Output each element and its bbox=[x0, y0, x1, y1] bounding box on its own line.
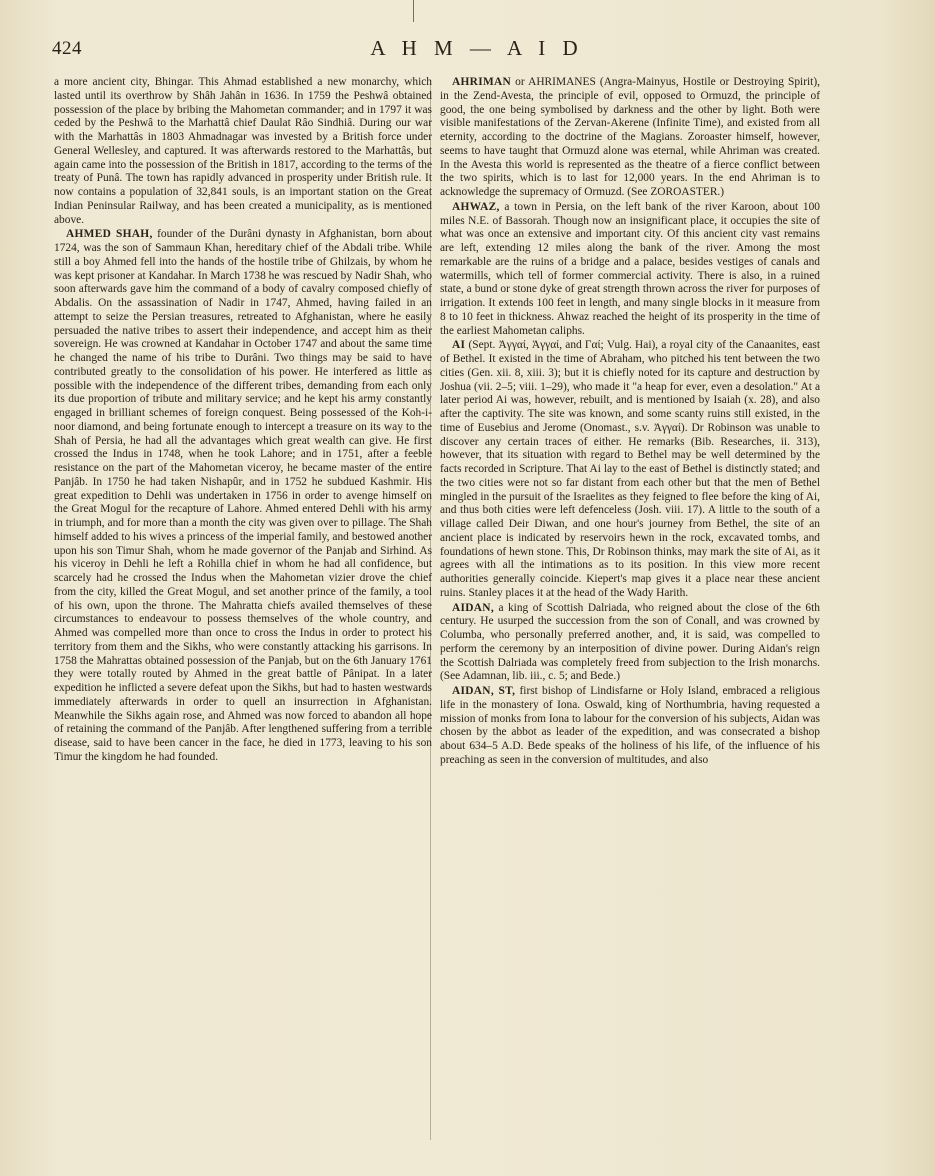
paragraph-text: a town in Persia, on the left bank of the river Karoon, about 100 miles N.E. of Bassorah. Though now an insignificant place, it occupies the site of what was once an extensive and important city. Of this ancient city vast remains are left, extending 12 miles along the bank of the river. Among the most remarkable are the ruins of a bridge and a palace, besides vestiges of canals and watermills, which tell of former commercial activity. There is also, in a ruined state, a bund or stone dyke of great strength thrown across the river for purposes of irrigation. It extends 100 feet in length, and many single blocks in it measure from 8 to 10 feet in thickness. Ahwaz reached the height of its prosperity in the time of the earliest Mahometan caliphs. bbox=[440, 200, 820, 337]
paragraph bbox=[440, 602, 820, 685]
left-column bbox=[54, 76, 432, 765]
right-column bbox=[440, 76, 820, 768]
paragraph bbox=[440, 76, 820, 200]
running-head: A H M — A I D bbox=[370, 36, 584, 60]
paragraph bbox=[440, 201, 820, 339]
headword: AIDAN, bbox=[452, 601, 494, 614]
headword: AIDAN, ST, bbox=[452, 685, 516, 697]
headword: AHRIMAN bbox=[452, 76, 512, 88]
paragraph bbox=[54, 76, 432, 227]
paragraph bbox=[440, 339, 820, 600]
page-header bbox=[52, 36, 902, 66]
paragraph-text: first bishop of Lindisfarne or Holy Island, embraced a religious life in the monastery of Iona. Oswald, king of Northumbria, having requested a mission of monks from Iona to labour for the conversion of his subjects, Aidan was chosen by the abbot as leader of the expedition, and was consecrated a bishop about 634–5 A.D. Bede speaks of the holiness of his life, of the influence of his preaching as seen in the conversion of multitudes, and also bbox=[440, 685, 820, 766]
page-number: 424 bbox=[52, 38, 82, 59]
paragraph-text: (Sept. Ἀγγαί, Ἀγγαί, and Γαί; Vulg. Hai), a royal city of the Canaanites, east of Bethel. It existed in the time of Abraham, who pitched his tent between the two cities (Gen. xii. 8, xiii. 3); but it is chiefly noted for its capture and destruction by Joshua (vii. 2–5; viii. 1–29), who made it "a heap for ever, even a desolation." At a later period Ai was, however, rebuilt, and is mentioned by Isaiah (x. 28), and also after the captivity. The site was known, and some scanty ruins still existed, in the time of Eusebius and Jerome (Onomast., s.v. Ἀγγαί). Dr Robinson was unable to discover any certain traces of either. He remarks (Bib. Researches, ii. 313), however, that its situation with regard to Bethel may be well determined by the facts recorded in Scripture. That Ai lay to the east of Bethel is distinctly stated; and the two cities were not so far distant from each other but that the men of Bethel mingled in the pursuit of the Israelites as they feigned to flee before the king of Ai, and thus both cities were left defenceless (Josh. viii. 17). A little to the south of a village called Deir Diwan, and one hour's journey from Bethel, the site of an ancient place is indicated by reservoirs hewn in the rock, excavated tombs, and foundations of hewn stone. This, Dr Robinson thinks, may mark the site of Ai, as it agrees with all the intimations as to its position. In this view more recent authorities generally coincide. Kiepert's map gives it a place near these ancient ruins. Stanley places it at the head of the Wady Harith. bbox=[440, 339, 820, 599]
headword: AI bbox=[452, 339, 466, 352]
paragraph bbox=[54, 228, 432, 764]
paragraph-text: a more ancient city, Bhingar. This Ahmad established a new monarchy, which lasted until its overthrow by Shâh Jahân in 1636. In 1759 the Peshwâ obtained possession of the place by bribing the Mahometan commander; and in 1797 it was ceded by the Peshwâ to the Marhattâ chief Daulat Râo Sindhiâ. During our war with the Marhattâs in 1803 Ahmadnagar was invested by a British force under General Wellesley, and captured. It was afterwards restored to the Marhattâs, but again came into the possession of the British in 1817, according to the terms of the treaty of Punâ. The town has rapidly advanced in prosperity under British rule. It now contains a population of 32,841 souls, is an important station on the Great Indian Peninsular Railway, and has been created a municipality, as is mentioned above. bbox=[54, 76, 432, 226]
headword: AHWAZ, bbox=[452, 200, 500, 213]
headword: AHMED SHAH, bbox=[66, 228, 153, 241]
paragraph-text: a king of Scottish Dalriada, who reigned about the close of the 6th century. He usurped the succession from the son of Conall, and was crowned by Columba, who personally preferred another, and, it is said, was compelled to perform the ceremony by an interposition of divine power. During Aidan's reign the Scottish Dalriada was completely freed from subjection to the Irish monarchs. (See Adamnan, lib. iii., c. 5; and Bede.) bbox=[440, 601, 820, 683]
paragraph-text: or AHRIMANES (Angra-Mainyus, Hostile or Destroying Spirit), in the Zend-Avesta, the principle of evil, opposed to Ormuzd, the principle of good, the one being symbolised by darkness and the other by light. Both were visible manifestations of the Zervan-Akerene (Infinite Time), and existed from all eternity, according to the doctrine of the Magians. Zoroaster himself, however, seems to have taught that Ormuzd alone was eternal, while Ahriman was created. In the Avesta this world is represented as the theatre of a fierce conflict between the two spirits, which is to last for 12,000 years. In the end Ahriman is to acknowledge the supremacy of Ormuzd. (See ZOROASTER.) bbox=[440, 76, 820, 198]
paragraph-text: founder of the Durâni dynasty in Afghanistan, born about 1724, was the son of Sammaun Khan, hereditary chief of the Abdali tribe. While still a boy Ahmed fell into the hands of the hostile tribe of Ghilzais, by whom he was kept prisoner at Kandahar. In March 1738 he was rescued by Nadir Shah, who soon afterwards gave him the command of a body of cavalry composed chiefly of Abdalis. On the assassination of Nadir in 1747, Ahmed, having failed in an attempt to seize the Persian treasures, retreated to Afghanistan, where he easily persuaded the native tribes to assert their independence, and accept him as their sovereign. He was crowned at Kandahar in October 1747 and about the same time he changed the name of his tribe to Durâni. Two things may be said to have contributed greatly to the consolidation of his power. He interfered as little as possible with the independence of the different tribes, demanding from each only its due proportion of tribute and military service; and he kept his army constantly engaged in brilliant schemes of foreign conquest. Being possessed of the Koh-i-noor diamond, and being fortunate enough to intercept a treasure on its way to the Shah of Persia, he had all the advantages which great wealth can give. He first crossed the Indus in 1748, when he took Lahore; and in 1751, after a feeble resistance on the part of the Mahometan viceroy, he became master of the entire Panjâb. In 1750 he had taken Nishapûr, and in 1752 he subdued Kashmir. His great expedition to Dehli was undertaken in 1756 in order to avenge himself on the Great Mogul for the recapture of Lahore. Ahmed entered Dehli with his army in triumph, and for more than a month the city was given over to pillage. The Shah himself added to his wives a princess of the imperial family, and bestowed another upon his son Timur Shah, whom he made governor of the Panjab and Sirhind. As his viceroy in Dehli he left a Rohilla chief in whom he had all confidence, but scarcely had he crossed the Indus when the Mahometan vizier drove the chief from the city, killed the Great Mogul, and set another prince of the family, a tool of his own, upon the throne. The Mahratta chiefs availed themselves of these circumstances to endeavour to possess themselves of the whole country, and Ahmed was compelled more than once to cross the Indus in order to protect his territory from them and the Sikhs, who were constantly attacking his garrisons. In 1758 the Mahrattas obtained possession of the Panjab, but on the 6th January 1761 they were totally routed by Ahmed in the great battle of Pânipat. In a later expedition he inflicted a severe defeat upon the Sikhs, but had to hasten westwards immediately afterwards in order to quell an insurrection in Afghanistan. Meanwhile the Sikhs again rose, and Ahmed was now forced to abandon all hope of retaining the command of the Panjâb. After lengthened suffering from a terrible disease, said to have been cancer in the face, he died in 1773, leaving to his son Timur the kingdom he had founded. bbox=[54, 228, 432, 763]
paragraph bbox=[440, 685, 820, 768]
gutter-mark bbox=[413, 0, 414, 22]
